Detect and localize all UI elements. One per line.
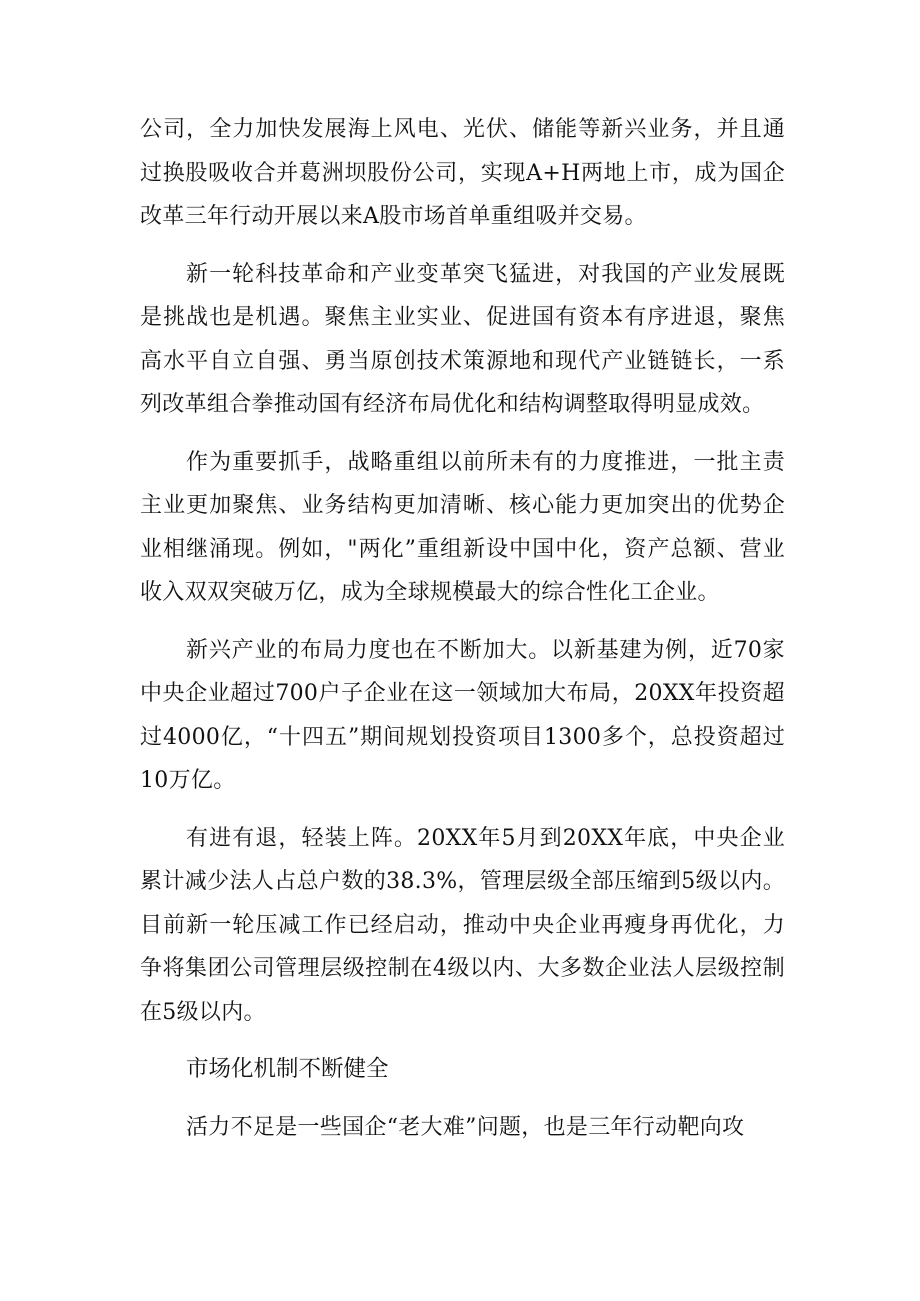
paragraph-1: 公司，全力加快发展海上风电、光伏、储能等新兴业务，并且通过换股吸收合并葛洲坝股份公司，实现A+H两地上市，成为国企改革三年行动开展以来A股市场首单重组吸并交易。	[140, 117, 785, 229]
paragraph-3: 作为重要抓手，战略重组以前所未有的力度推进，一批主责主业更加聚焦、业务结构更加清晰、核心能力更加突出的优势企业相继涌现。例如，"两化”重组新设中国中化，资产总额、营业收入双双突破万亿，成为全球规模最大的综合性化工企业。	[140, 449, 785, 605]
document-body	[140, 108, 785, 1163]
paragraph-4: 新兴产业的布局力度也在不断加大。以新基建为例，近70家中央企业超过700户子企业在这一领域加大布局，20XX年投资超过4000亿，“十四五”期间规划投资项目1300多个，总投资超过10万亿。	[140, 637, 785, 793]
paragraph-6: 活力不足是一些国企“老大难”问题，也是三年行动靶向攻	[186, 1114, 745, 1140]
paragraph-2: 新一轮科技革命和产业变革突飞猛进，对我国的产业发展既是挑战也是机遇。聚焦主业实业、促进国有资本有序进退，聚焦高水平自立自强、勇当原创技术策源地和现代产业链链长，一系列改革组合拳推动国有经济布局优化和结构调整取得明显成效。	[140, 261, 785, 417]
section-heading: 市场化机制不断健全	[186, 1056, 389, 1082]
paragraph-5: 有进有退，轻装上阵。20XX年5月到20XX年底，中央企业累计减少法人占总户数的38.3%，管理层级全部压缩到5级以内。目前新一轮压减工作已经启动，推动中央企业再瘦身再优化，力争将集团公司管理层级控制在4级以内、大多数企业法人层级控制在5级以内。	[140, 825, 785, 1025]
